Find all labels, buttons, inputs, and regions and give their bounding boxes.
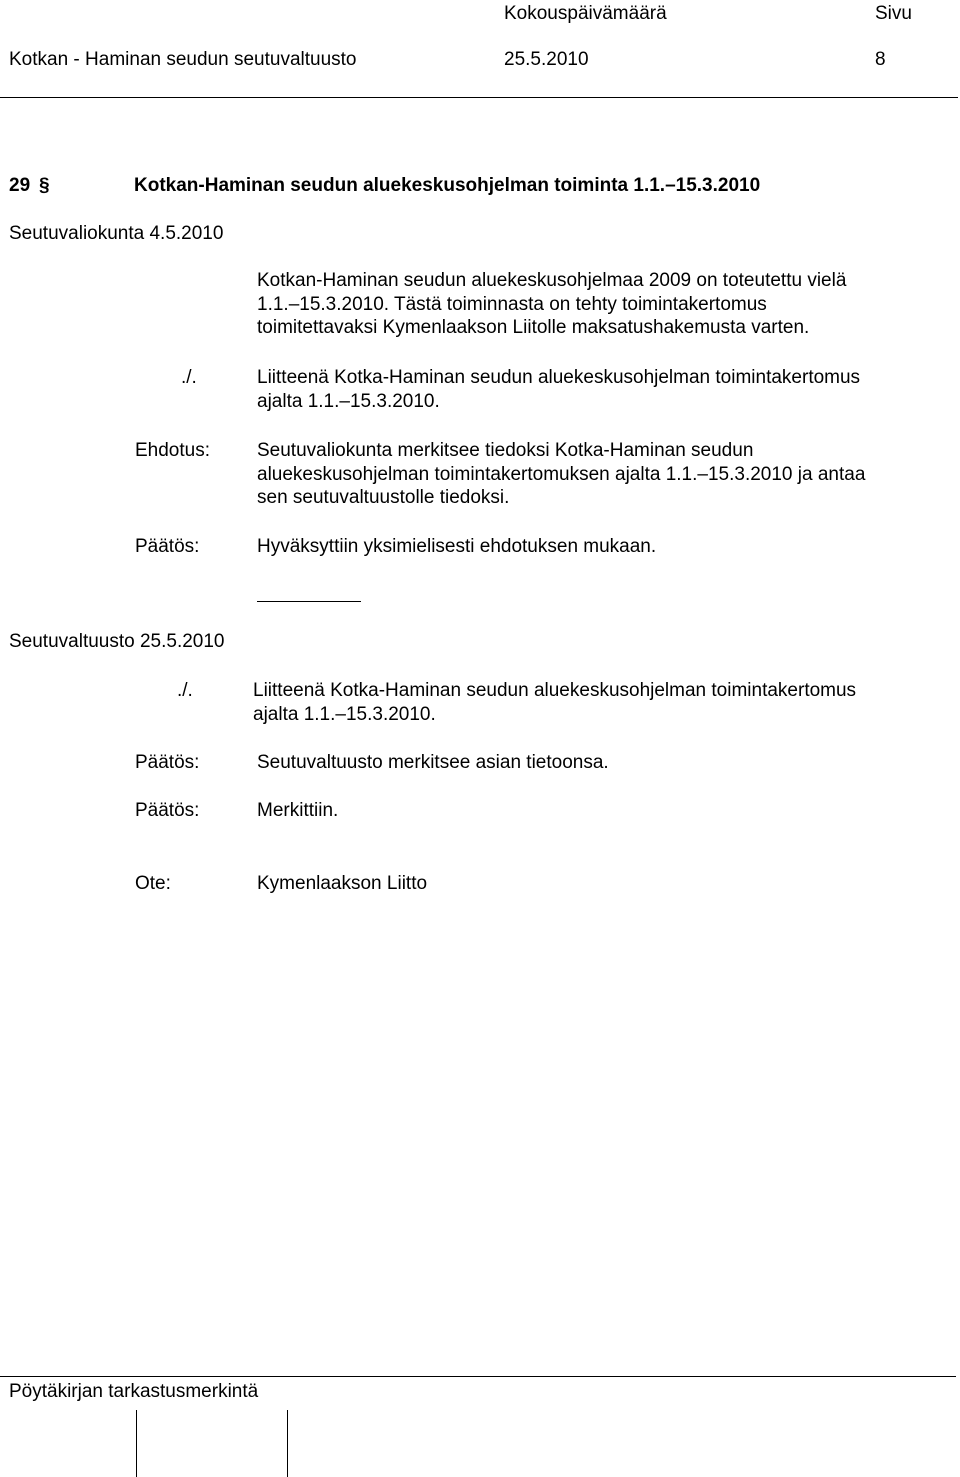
council-decision-label: Päätös: xyxy=(135,752,200,773)
attachment-line: Liitteenä Kotka-Haminan seudun aluekeskusohjelman toimintakertomus xyxy=(257,367,861,388)
attachment-line: ajalta 1.1.–15.3.2010. xyxy=(257,390,440,412)
excerpt-recipient: Kymenlaakson Liitto xyxy=(257,873,428,894)
final-decision-text: Merkittiin. xyxy=(257,800,339,821)
signature-box-divider xyxy=(136,1410,137,1477)
proposal-line: sen seutuvaltuustolle tiedoksi. xyxy=(257,487,510,508)
council-heading: Seutuvaltuusto 25.5.2010 xyxy=(9,631,225,652)
board-heading: Seutuvaliokunta 4.5.2010 xyxy=(9,223,224,244)
attachment-line: Liitteenä Kotka-Haminan seudun aluekeskusohjelman toimintakertomus xyxy=(253,680,857,701)
proposal-line: Seutuvaliokunta merkitsee tiedoksi Kotka-Haminan seudun xyxy=(257,440,754,461)
intro-line: 1.1.–15.3.2010. Tästä toiminnasta on tehty toimintakertomus xyxy=(257,293,767,315)
section-title: Kotkan-Haminan seudun aluekeskusohjelman toiminta 1.1.–15.3.2010 xyxy=(134,175,761,196)
final-decision-label: Päätös: xyxy=(135,800,200,821)
council-attachment-marker: ./. xyxy=(177,680,193,701)
attachment-line: ajalta 1.1.–15.3.2010. xyxy=(253,703,436,725)
page-label: Sivu xyxy=(875,3,912,24)
attachment-marker: ./. xyxy=(181,367,197,388)
decision-label: Päätös: xyxy=(135,536,200,557)
page-number: 8 xyxy=(875,49,886,70)
section-number: 29 xyxy=(9,175,31,196)
header-divider xyxy=(0,97,958,98)
signature-box-divider xyxy=(287,1410,288,1477)
proposal-paragraph xyxy=(257,439,865,510)
decision-text: Hyväksyttiin yksimielisesti ehdotuksen mukaan. xyxy=(257,536,657,557)
section-separator xyxy=(257,601,361,602)
intro-paragraph xyxy=(257,269,846,340)
footer-divider xyxy=(0,1376,956,1377)
proposal-line: aluekeskusohjelman toimintakertomuksen ajalta 1.1.–15.3.2010 ja antaa xyxy=(257,463,866,485)
section-symbol: § xyxy=(39,175,50,196)
excerpt-label: Ote: xyxy=(135,873,171,894)
attachment-paragraph xyxy=(257,366,860,413)
organization-name: Kotkan - Haminan seudun seutuvaltuusto xyxy=(9,49,357,70)
proposal-label: Ehdotus: xyxy=(135,440,210,461)
council-attachment-paragraph xyxy=(253,679,856,726)
council-decision-text: Seutuvaltuusto merkitsee asian tietoonsa. xyxy=(257,752,609,773)
meeting-date: 25.5.2010 xyxy=(504,49,589,70)
intro-line: toimitettavaksi Kymenlaakson Liitolle maksatushakemusta varten. xyxy=(257,317,810,338)
verification-label: Pöytäkirjan tarkastusmerkintä xyxy=(9,1381,259,1402)
meeting-date-label: Kokouspäivämäärä xyxy=(504,3,667,24)
intro-line: Kotkan-Haminan seudun aluekeskusohjelmaa 2009 on toteutettu vielä xyxy=(257,270,847,291)
